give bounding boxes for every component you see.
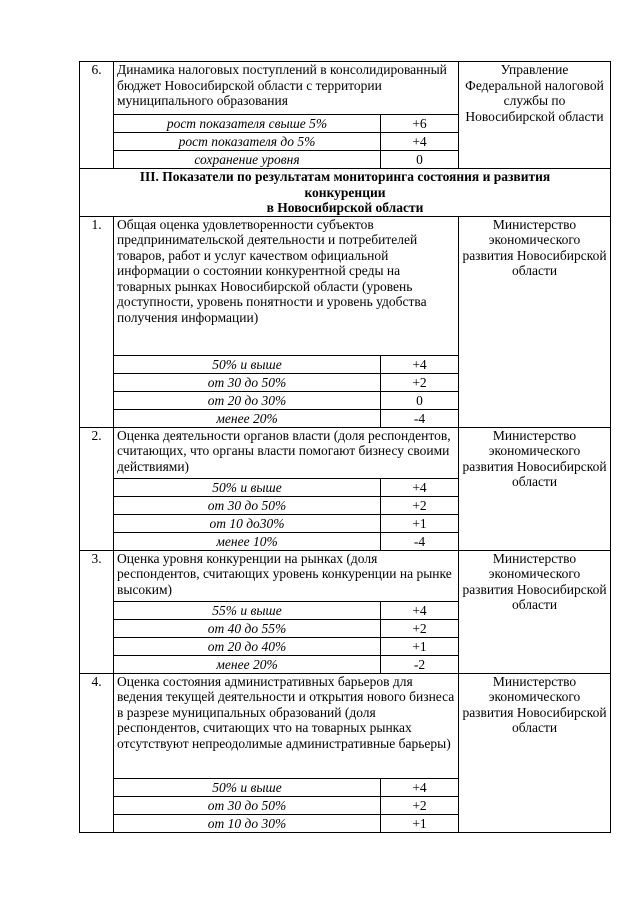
criterion-label: от 20 до 40% <box>114 637 381 655</box>
criterion-label: 55% и выше <box>114 601 381 619</box>
criterion-score: 0 <box>381 151 459 169</box>
criterion-score: +1 <box>381 637 459 655</box>
criterion-label: рост показателя свыше 5% <box>114 115 381 133</box>
row-number: 2. <box>80 427 114 550</box>
criterion-label: от 40 до 55% <box>114 619 381 637</box>
criterion-score: 0 <box>381 391 459 409</box>
section-title-line: в Новосибирской области <box>266 200 424 215</box>
criterion-score: +4 <box>381 778 459 796</box>
row-number: 3. <box>80 550 114 673</box>
responsible-body: Министерство экономического развития Новосибирской области <box>459 216 611 427</box>
criterion-label: сохранение уровня <box>114 151 381 169</box>
criterion-score: +4 <box>381 133 459 151</box>
criterion-score: +2 <box>381 373 459 391</box>
criterion-label: менее 20% <box>114 655 381 673</box>
criterion-label: от 30 до 50% <box>114 796 381 814</box>
criterion-label: от 30 до 50% <box>114 373 381 391</box>
criterion-label: от 10 до 30% <box>114 814 381 832</box>
criterion-label: 50% и выше <box>114 778 381 796</box>
criterion-score: +4 <box>381 355 459 373</box>
responsible-body: Министерство экономического развития Новосибирской области <box>459 427 611 550</box>
criterion-label: менее 20% <box>114 409 381 427</box>
criterion-score: -2 <box>381 655 459 673</box>
row-number: 4. <box>80 673 114 832</box>
table-row <box>80 62 611 115</box>
indicator-title: Оценка состояния административных барьеров для ведения текущей деятельности и открытия нового бизнеса в разрезе муниципальных образований (доля респондентов, считающих что на товарных рынках отсутствуют непреодолимые административные барьеры) <box>114 673 459 778</box>
table-row <box>80 673 611 778</box>
section-header-row <box>80 169 611 217</box>
criterion-score: +1 <box>381 514 459 532</box>
table-row <box>80 216 611 355</box>
criterion-label: от 30 до 50% <box>114 496 381 514</box>
criterion-score: +2 <box>381 496 459 514</box>
responsible-body: Управление Федеральной налоговой службы по Новосибирской области <box>459 62 611 169</box>
criterion-score: +2 <box>381 796 459 814</box>
criterion-label: 50% и выше <box>114 478 381 496</box>
criterion-score: +1 <box>381 814 459 832</box>
indicator-title: Динамика налоговых поступлений в консолидированный бюджет Новосибирской области с территории муниципального образования <box>114 62 459 115</box>
row-number: 6. <box>80 62 114 169</box>
criterion-score: +4 <box>381 478 459 496</box>
indicator-title: Оценка уровня конкуренции на рынках (доля респондентов, считающих уровень конкуренции на рынке высоким) <box>114 550 459 601</box>
criterion-label: 50% и выше <box>114 355 381 373</box>
criterion-score: -4 <box>381 532 459 550</box>
section-title-line: конкуренции <box>304 184 386 200</box>
section-header <box>80 169 611 217</box>
criterion-label: от 10 до30% <box>114 514 381 532</box>
criterion-score: -4 <box>381 409 459 427</box>
responsible-body: Министерство экономического развития Новосибирской области <box>459 673 611 832</box>
criterion-score: +6 <box>381 115 459 133</box>
criterion-label: рост показателя до 5% <box>114 133 381 151</box>
table-row <box>80 427 611 478</box>
document-page <box>79 61 611 833</box>
criterion-label: от 20 до 30% <box>114 391 381 409</box>
table-row <box>80 550 611 601</box>
criterion-score: +2 <box>381 619 459 637</box>
responsible-body: Министерство экономического развития Новосибирской области <box>459 550 611 673</box>
indicator-title: Оценка деятельности органов власти (доля респондентов, считающих, что органы власти помогают бизнесу своими действиями) <box>114 427 459 478</box>
row-number: 1. <box>80 216 114 427</box>
criterion-score: +4 <box>381 601 459 619</box>
criterion-label: менее 10% <box>114 532 381 550</box>
section-title-line: III. Показатели по результатам мониторинга состояния и развития <box>139 169 551 184</box>
indicator-title: Общая оценка удовлетворенности субъектов предпринимательской деятельности и потребителей товаров, работ и услуг качеством официальной информации о состоянии конкурентной среды на товарных рынках Новосибирской области (уровень доступности, уровень понятности и уровень удобства получения информации) <box>114 216 459 355</box>
indicators-table <box>79 61 611 833</box>
